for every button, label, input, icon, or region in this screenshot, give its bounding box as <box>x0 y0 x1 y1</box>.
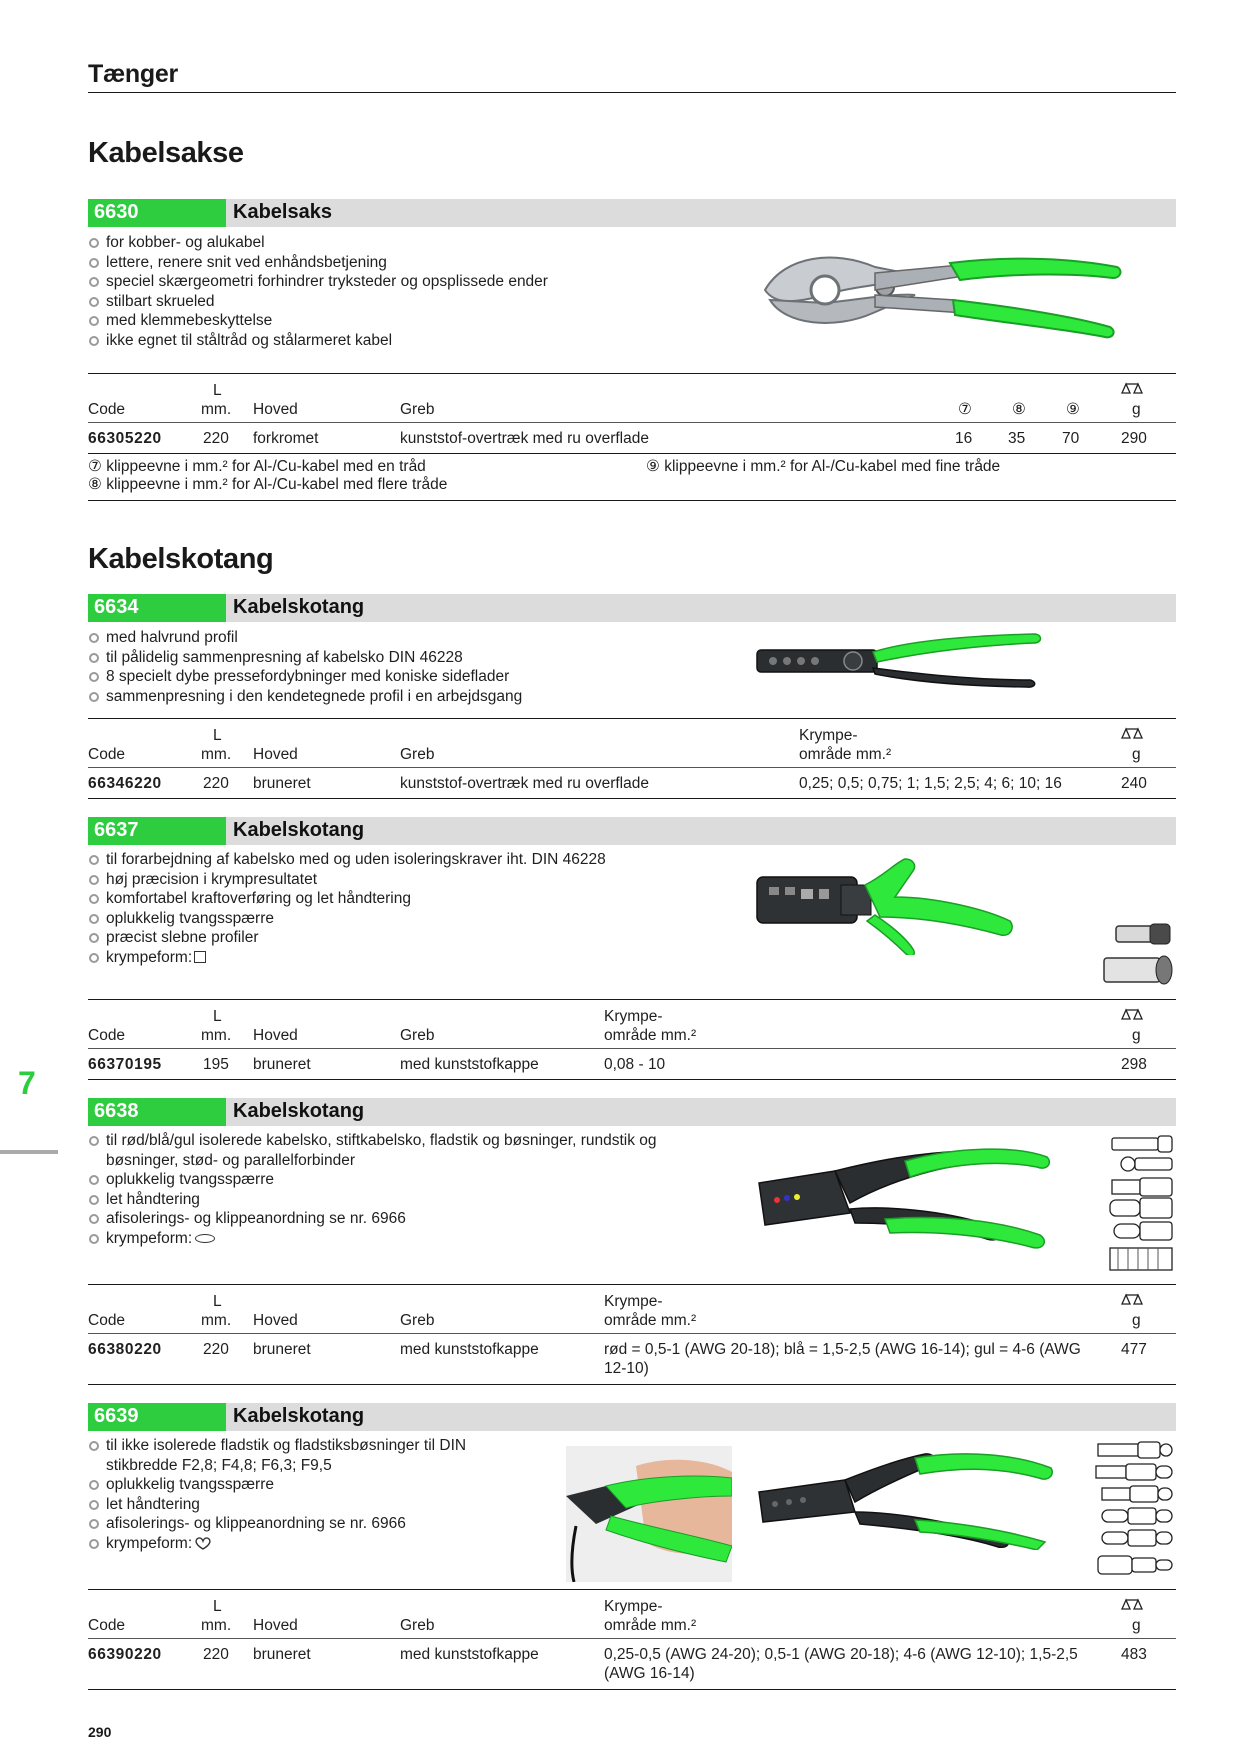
page-header-title: Tænger <box>88 60 178 88</box>
heart-crimp-shape-icon <box>194 1537 212 1550</box>
circle-bullet-icon <box>89 316 99 326</box>
table-rule <box>88 1384 1176 1385</box>
list-item: krympeform: <box>88 948 606 968</box>
circle-bullet-icon <box>89 238 99 248</box>
product-code: 6638 <box>88 1098 226 1126</box>
list-item: oplukkelig tvangsspærre <box>88 1475 518 1495</box>
footnotes-6630 <box>88 458 1176 498</box>
circle-bullet-icon <box>89 1539 99 1549</box>
list-item: til forarbejdning af kabelsko med og uden isoleringskraver iht. DIN 46228 <box>88 850 606 870</box>
circle-bullet-icon <box>89 653 99 663</box>
list-item: oplukkelig tvangsspærre <box>88 909 606 929</box>
crimping-plier-6637-image <box>755 855 1015 955</box>
table-rule <box>88 1589 1176 1590</box>
list-item: speciel skærgeometri forhindrer tryksteder og opsplissede ender <box>88 272 548 292</box>
crimp-ferrule-image <box>1098 920 1176 990</box>
feature-list-6637 <box>88 850 606 968</box>
plier-in-hand-photo <box>566 1446 732 1582</box>
connector-types-image <box>1108 1134 1176 1276</box>
circle-bullet-icon <box>89 1214 99 1224</box>
product-name: Kabelskotang <box>233 1100 365 1122</box>
section-title-kabelsakse: Kabelsakse <box>88 137 244 169</box>
circle-bullet-icon <box>89 1519 99 1529</box>
list-item: let håndtering <box>88 1190 708 1210</box>
list-item: ikke egnet til ståltråd og stålarmeret kabel <box>88 331 548 351</box>
list-item: for kobber- og alukabel <box>88 233 548 253</box>
circle-bullet-icon <box>89 894 99 904</box>
product-code: 6637 <box>88 817 226 845</box>
scale-icon <box>1120 1292 1146 1311</box>
product-code: 6639 <box>88 1403 226 1431</box>
table-header-6637: L Krympe- Code mm. Hoved Greb område mm.² g <box>88 1007 1176 1047</box>
circle-bullet-icon <box>89 1195 99 1205</box>
table-row: 66370195 195 bruneret med kunststofkappe 0,08 - 10 298 <box>88 1056 1147 1073</box>
list-item: oplukkelig tvangsspærre <box>88 1170 708 1190</box>
table-rule <box>88 422 1176 423</box>
product-name: Kabelskotang <box>233 819 365 841</box>
list-item: krympeform: <box>88 1534 518 1554</box>
circle-bullet-icon <box>89 336 99 346</box>
table-rule <box>88 767 1176 768</box>
page-number: 290 <box>88 1724 112 1740</box>
list-item: stilbart skrueled <box>88 292 548 312</box>
list-item: krympeform: <box>88 1229 708 1249</box>
chapter-tab-marker <box>0 1150 58 1154</box>
list-item: præcist slebne profiler <box>88 928 606 948</box>
list-item: med halvrund profil <box>88 628 522 648</box>
list-item: afisolerings- og klippeanordning se nr. 6966 <box>88 1514 518 1534</box>
feature-list-6634 <box>88 628 522 706</box>
product-name: Kabelskotang <box>233 596 365 618</box>
table-rule <box>88 373 1176 374</box>
table-row: 66346220 220 bruneret kunststof-overtræk med ru overflade 0,25; 0,5; 0,75; 1; 1,5; 2,5; 4; 6; 10; 16 240 <box>88 775 1147 792</box>
circle-bullet-icon <box>89 1175 99 1185</box>
table-rule <box>88 718 1176 719</box>
feature-list-6639 <box>88 1436 518 1554</box>
scale-icon <box>1120 1007 1146 1026</box>
list-item: med klemmebeskyttelse <box>88 311 548 331</box>
product-code: 6634 <box>88 594 226 622</box>
circle-bullet-icon <box>89 855 99 865</box>
header-rule <box>88 92 1176 93</box>
feature-list-6630 <box>88 233 548 351</box>
circle-bullet-icon <box>89 875 99 885</box>
list-item: 8 specielt dybe pressefordybninger med koniske sideflader <box>88 667 522 687</box>
circle-bullet-icon <box>89 1136 99 1146</box>
table-header-6630: L Code mm. Hoved Greb ⑦ ⑧ ⑨ g <box>88 381 1176 421</box>
cable-cutter-image <box>755 245 1125 345</box>
product-name: Kabelsaks <box>233 201 332 223</box>
circle-bullet-icon <box>89 933 99 943</box>
table-row: 66390220 220 bruneret med kunststofkappe 0,25-0,5 (AWG 24-20); 0,5-1 (AWG 20-18); 4-6 (AWG 12-10); 1,5-2,5 (AWG 16-14) 483 <box>88 1646 1147 1682</box>
circle-bullet-icon <box>89 1500 99 1510</box>
footnote: ⑦ klippeevne i mm.² for Al-/Cu-kabel med en tråd <box>88 458 426 475</box>
circle-bullet-icon <box>89 297 99 307</box>
table-rule <box>88 999 1176 1000</box>
list-item: høj præcision i krympresultatet <box>88 870 606 890</box>
crimping-plier-6634-image <box>755 628 1045 688</box>
table-header-6634: L Krympe- Code mm. Hoved Greb område mm.² g <box>88 726 1176 766</box>
product-bar-6634 <box>88 594 1176 622</box>
product-bar-6630 <box>88 199 1176 227</box>
scale-icon <box>1120 726 1146 745</box>
list-item: til rød/blå/gul isolerede kabelsko, stiftkabelsko, fladstik og bøsninger, rundstik og bøsninger, stød- og parallelforbinder <box>88 1131 708 1170</box>
table-header-6639: L Krympe- Code mm. Hoved Greb område mm.² g <box>88 1597 1176 1637</box>
flat-connector-types-image <box>1094 1440 1176 1584</box>
feature-list-6638 <box>88 1131 708 1249</box>
table-rule <box>88 1638 1176 1639</box>
list-item: sammenpresning i den kendetegnede profil i en arbejdsgang <box>88 687 522 707</box>
table-rule <box>88 1689 1176 1690</box>
table-rule <box>88 798 1176 799</box>
product-name: Kabelskotang <box>233 1405 365 1427</box>
footnote: ⑧ klippeevne i mm.² for Al-/Cu-kabel med flere tråde <box>88 476 448 493</box>
circle-bullet-icon <box>89 692 99 702</box>
product-code: 6630 <box>88 199 226 227</box>
scale-icon <box>1120 1597 1146 1616</box>
footnote: ⑨ klippeevne i mm.² for Al-/Cu-kabel med fine tråde <box>646 458 1001 475</box>
circle-bullet-icon <box>89 914 99 924</box>
chapter-number: 7 <box>18 1065 36 1101</box>
list-item: lettere, renere snit ved enhåndsbetjening <box>88 253 548 273</box>
table-header-6638: L Krympe- Code mm. Hoved Greb område mm.² g <box>88 1292 1176 1332</box>
table-rule <box>88 453 1176 454</box>
circle-bullet-icon <box>89 1441 99 1451</box>
list-item: komfortabel kraftoverføring og let håndtering <box>88 889 606 909</box>
product-bar-6638 <box>88 1098 1176 1126</box>
product-bar-6639 <box>88 1403 1176 1431</box>
crimping-plier-6638-image <box>755 1143 1055 1253</box>
list-item: til ikke isolerede fladstik og fladstiksbøsninger til DIN stikbredde F2,8; F4,8; F6,3; F9,5 <box>88 1436 518 1475</box>
table-rule <box>88 1048 1176 1049</box>
list-item: afisolerings- og klippeanordning se nr. 6966 <box>88 1209 708 1229</box>
circle-bullet-icon <box>89 258 99 268</box>
circle-bullet-icon <box>89 1234 99 1244</box>
table-row: 66380220 220 bruneret med kunststofkappe rød = 0,5-1 (AWG 20-18); blå = 1,5-2,5 (AWG 16-14); gul = 4-6 (AWG 12-10) 477 <box>88 1341 1147 1377</box>
crimping-plier-6639-image <box>755 1450 1055 1550</box>
circle-bullet-icon <box>89 672 99 682</box>
list-item: til pålidelig sammenpresning af kabelsko DIN 46228 <box>88 648 522 668</box>
product-bar-6637 <box>88 817 1176 845</box>
table-rule <box>88 1079 1176 1080</box>
table-rule <box>88 1333 1176 1334</box>
section-rule <box>88 500 1176 501</box>
circle-bullet-icon <box>89 953 99 963</box>
table-row: 66305220 220 forkromet kunststof-overtræk med ru overflade 16 35 70 290 <box>88 430 1147 447</box>
circle-bullet-icon <box>89 1480 99 1490</box>
list-item: let håndtering <box>88 1495 518 1515</box>
table-rule <box>88 1284 1176 1285</box>
circle-bullet-icon <box>89 277 99 287</box>
circle-bullet-icon <box>89 633 99 643</box>
scale-icon <box>1120 381 1146 400</box>
section-title-kabelskotang: Kabelskotang <box>88 543 274 575</box>
oval-crimp-shape-icon <box>195 1234 215 1243</box>
square-crimp-shape-icon <box>194 951 206 963</box>
